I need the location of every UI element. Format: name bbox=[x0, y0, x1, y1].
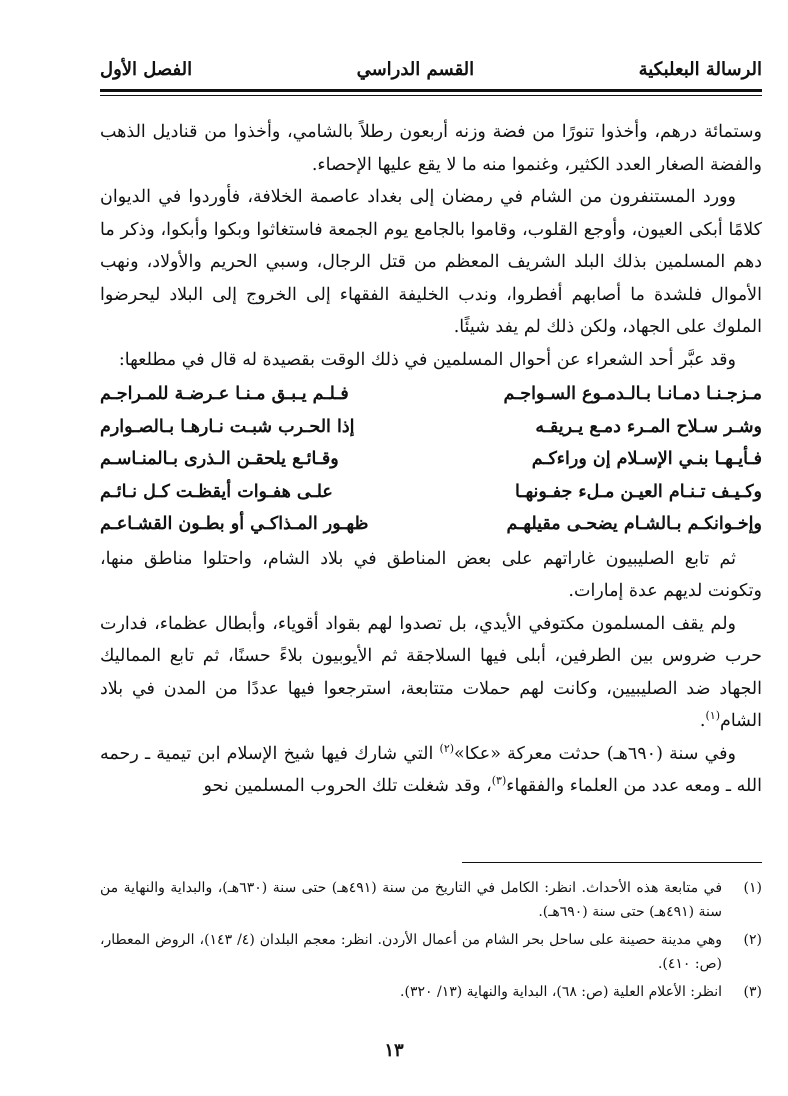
verse-first-hemistich: وشـر سـلاح المـرء دمـع يـريقـه bbox=[535, 416, 762, 437]
poem-verse bbox=[100, 378, 762, 411]
paragraph-2: وورد المستنفرون من الشام في رمضان إلى بغداد عاصمة الخلافة، فأوردوا في الديوان كلامًا أبكى العيون، وأوجع القلوب، وقاموا بالجامع يوم الجمعة فاستغاثوا وبكوا وأبكوا، وذكر ما دهم المسلمين بذلك البلد الشريف المعظم من قتل الرجال، وسبي الحريم والأولاد، ونهب الأموال فلشدة ما أصابهم أفطروا، وندب الخليفة الفقهاء إلى الخروج إلى البلاد ليحرضوا الملوك على الجهاد، ولكن ذلك لم يفد شيئًا. bbox=[100, 187, 762, 337]
footnote-ref[interactable]: (٣) bbox=[491, 774, 507, 788]
footnote-text: وهي مدينة حصينة على ساحل بحر الشام من أعمال الأردن. انظر: معجم البلدان (٤/ ١٤٣)، الروض المعطار، (ص: ٤١٠). bbox=[100, 932, 723, 972]
footnote bbox=[100, 876, 762, 924]
poem bbox=[100, 378, 762, 541]
paragraph-3: وقد عبَّر أحد الشعراء عن أحوال المسلمين في ذلك الوقت بقصيدة له قال في مطلعها: bbox=[118, 349, 736, 370]
paragraph-6 bbox=[100, 738, 762, 803]
paragraph-1: وستمائة درهم، وأخذوا تنورًا من فضة وزنه أربعون رطلاً بالشامي، وأخذوا من قناديل الذهب والفضة الصغار العدد الكثير، وغنموا منه ما لا يقع عليها الإحصاء. bbox=[100, 122, 762, 175]
footnote-text: في متابعة هذه الأحداث. انظر: الكامل في التاريخ من سنة (٤٩١هـ) حتى سنة (٦٣٠هـ)، والبداية والنهاية من سنة (٤٩١هـ) حتى سنة (٦٩٠هـ). bbox=[100, 880, 723, 920]
verse-second-hemistich: إذا الحـرب شبـت نـارهـا بـالصـوارم bbox=[100, 416, 355, 437]
verse-second-hemistich: فـلـم يـبـق مـنـا عـرضـة للمـراجـم bbox=[100, 384, 349, 404]
paragraph-5-end: . bbox=[699, 711, 706, 731]
verse-second-hemistich: ظهـور المـذاكـي أو بطـون القشـاعـم bbox=[100, 514, 369, 534]
poem-verse bbox=[100, 411, 762, 444]
verse-second-hemistich: علـى هفـوات أيقظـت كـل نـائـم bbox=[100, 481, 333, 502]
footnote-text: انظر: الأعلام العلية (ص: ٦٨)، البداية والنهاية (١٣/ ٣٢٠). bbox=[400, 984, 722, 1000]
paragraph-6-text-b: التي شارك فيها شيخ الإسلام ابن تيمية ـ رحمه الله ـ ومعه عدد من العلماء والفقهاء bbox=[100, 743, 762, 796]
footnote-ref[interactable]: (٢) bbox=[439, 741, 455, 755]
main-text bbox=[100, 116, 762, 803]
paragraph-5 bbox=[100, 608, 762, 738]
footnote-number: (٣) bbox=[743, 984, 762, 1000]
verse-first-hemistich: مـزجـنـا دمـانـا بـالـدمـوع السـواجـم bbox=[503, 384, 762, 404]
verse-first-hemistich: وكـيـف تـنـام العيـن مـلء جفـونهـا bbox=[515, 481, 762, 502]
verse-first-hemistich: وإخـوانكـم بـالشـام يضحـى مقيلهـم bbox=[506, 514, 762, 534]
page-number: ١٣ bbox=[384, 1040, 404, 1061]
header-rule-thick bbox=[100, 89, 762, 92]
header-rule-thin bbox=[100, 95, 762, 96]
footnote-number: (٢) bbox=[743, 932, 762, 948]
footnote bbox=[100, 928, 762, 976]
poem-verse bbox=[100, 443, 762, 476]
paragraph-6-text-a: وفي سنة (٦٩٠هـ) حدثت معركة «عكا» bbox=[454, 743, 736, 764]
paragraph-6-text-c: ، وقد شغلت تلك الحروب المسلمين نحو bbox=[203, 776, 492, 796]
paragraph-5-text: ولم يقف المسلمون مكتوفي الأيدي، بل تصدوا لهم بقواد أقوياء، وأبطال عظماء، فدارت حرب ضروس بين الطرفين، أبلى فيها السلاجقة ثم الأيوبيون بلاءً حسنًا، ثم تابع المماليك الجهاد ضد الصليبيين، وكانت لهم حملات متتابعة، استرجعوا فيها عددًا من المدن في بلاد الشام bbox=[100, 613, 762, 731]
footnote-number: (١) bbox=[743, 880, 762, 896]
footnote-ref[interactable]: (١) bbox=[705, 709, 721, 723]
verse-second-hemistich: وقـائـع يلحقـن الـذرى بـالمنـاسـم bbox=[100, 449, 339, 469]
poem-verse bbox=[100, 476, 762, 509]
header-section-title: القسم الدراسي bbox=[356, 58, 475, 80]
header-book-title: الرسالة البعلبكية bbox=[638, 58, 762, 80]
footnotes bbox=[100, 876, 762, 1008]
running-header bbox=[100, 52, 762, 86]
footnote-separator bbox=[462, 862, 762, 863]
paragraph-4: ثم تابع الصليبيون غاراتهم على بعض المناطق في بلاد الشام، واحتلوا مناطق منها، وتكونت لديهم عدة إمارات. bbox=[100, 548, 762, 601]
poem-verse bbox=[100, 508, 762, 541]
header-chapter-title: الفصل الأول bbox=[100, 58, 193, 80]
footnote bbox=[100, 980, 762, 1004]
verse-first-hemistich: فـأيـهـا بنـي الإسـلام إن وراءكـم bbox=[531, 449, 762, 469]
